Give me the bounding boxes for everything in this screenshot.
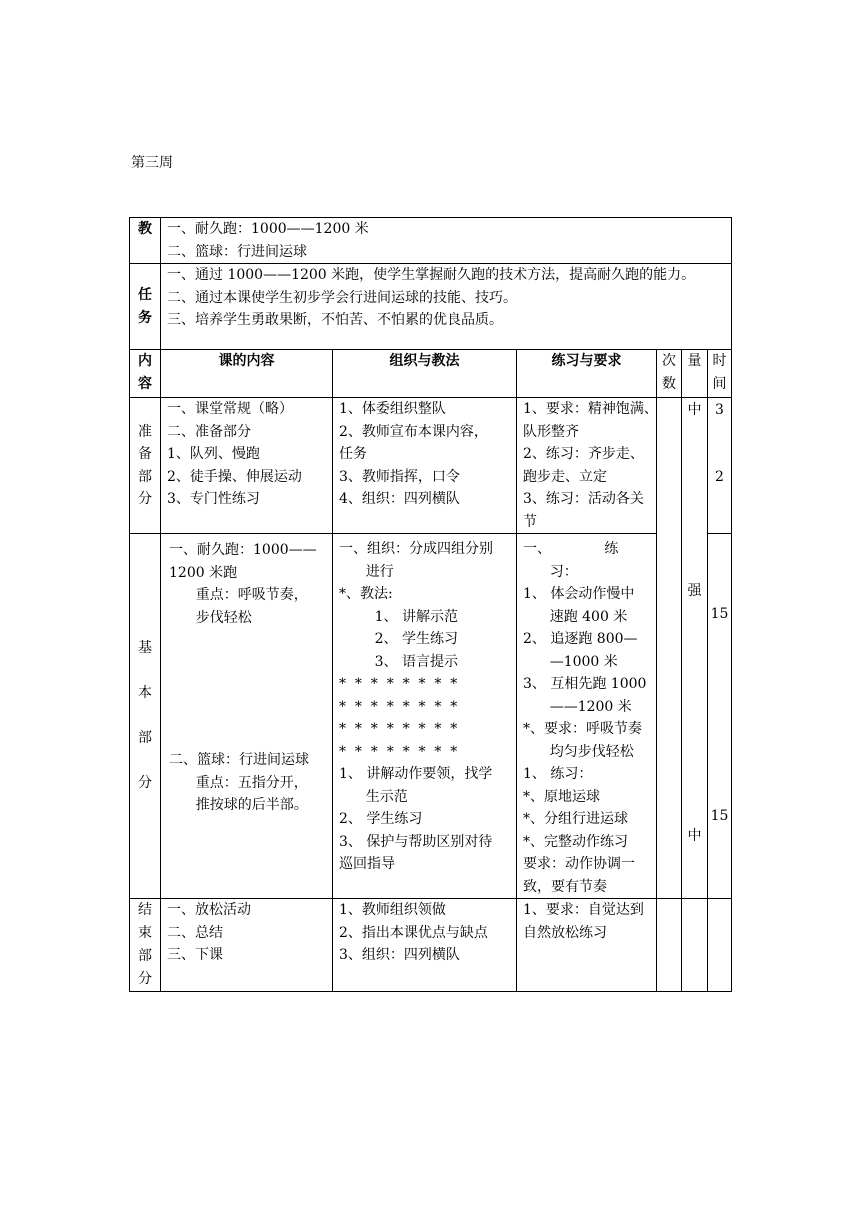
header-count [657,350,682,398]
prep-content-line: 二、准备部分 [167,423,251,440]
prep-practice-line: 跑步走、立定 [523,468,607,485]
prep-label-char: 备 [138,446,152,462]
count-cell [657,398,682,899]
prep-org [333,398,517,534]
header-label-char: 容 [138,375,152,392]
end-org [333,899,517,992]
end-time [708,899,732,992]
lesson-plan-table [129,217,732,992]
end-amount [682,899,708,992]
amount-medium: 中 [687,828,702,844]
end-org-line: 1、教师组织领做 [339,902,446,918]
header-time-char: 间 [712,375,727,392]
header-time [708,350,732,398]
end-org-line: 3、组织：四列横队 [339,947,460,963]
prep-org-line: 3、教师指挥，口令 [339,468,460,485]
basic-content-line: 重点：呼吸节奏， [169,587,308,603]
teach-label: 教 [130,218,161,264]
amount-prep: 中 [687,402,702,418]
prep-org-line: 任务 [339,446,367,462]
amount-strong: 强 [687,583,702,599]
teaching-row [130,218,732,264]
basic-practice [517,534,657,899]
header-content: 课的内容 [161,350,333,398]
basic-practice-line: 一、 练 [523,541,619,557]
task-label [130,264,161,350]
basic-org-line: * * * * * * * * [339,698,458,715]
basic-org-line: * * * * * * * * [339,721,458,737]
basic-content-line: 推按球的后半部。 [169,797,308,813]
end-practice [517,899,657,992]
basic-org-line: 3、 保护与帮助区别对待 [339,833,493,850]
prep-label [130,398,161,534]
end-content [161,899,333,992]
end-label-char: 束 [138,925,152,941]
end-practice-line: 自然放松练习 [523,924,607,941]
prep-practice-line: 队形整齐 [523,423,579,440]
prep-practice-line: 2、练习：齐步走、 [523,446,644,462]
header-time-char: 时 [712,353,727,369]
task-label-char: 务 [138,309,152,326]
prep-label-char: 分 [138,491,152,507]
basic-practice-line: 1、 体会动作慢中 [523,586,635,602]
basic-label-char: 部 [138,730,152,746]
basic-content-line: 步伐轻松 [169,609,252,626]
basic-label [130,534,161,899]
end-label-char: 结 [138,902,152,918]
basic-org-line: 巡回指导 [339,856,395,872]
header-label-char: 内 [138,353,152,369]
basic-practice-line: 习： [523,563,578,580]
end-org-line: 2、指出本课优点与缺点 [339,924,488,941]
prep-time-b: 2 [715,469,724,485]
prep-time [708,398,732,534]
prep-content-line: 2、徒手操、伸展运动 [167,468,302,485]
header-org: 组织与教法 [333,350,517,398]
prep-practice-line: 1、要求：精神饱满、 [523,401,658,417]
basic-org-line: 进行 [339,563,394,580]
teach-line: 二、篮球：行进间运球 [167,243,307,260]
prep-content-line: 3、专门性练习 [167,491,260,507]
prep-time-a: 3 [715,402,724,418]
header-practice: 练习与要求 [517,350,657,398]
end-label-char: 部 [138,948,152,964]
basic-org-line: 1、 讲解示范 [339,608,458,625]
basic-practice-line: 3、 互相先跑 1000 [523,676,647,692]
basic-org-line: 2、 学生练习 [339,631,458,647]
basic-org-line: * * * * * * * * [339,676,458,692]
basic-practice-line: *、分组行进运球 [523,811,628,827]
basic-content [161,534,333,899]
basic-practice-line: 均匀步伐轻松 [523,743,634,760]
basic-practice-line: 致，要有节奏 [523,878,607,895]
task-content [161,264,732,350]
basic-practice-line: *、要求：呼吸节奏 [523,721,642,737]
end-row [130,899,732,992]
task-line: 三、培养学生勇敢果断，不怕苦、不怕累的优良品质。 [167,312,503,328]
prep-row [130,398,732,534]
basic-time-b: 15 [710,808,729,824]
basic-content-line: 一、耐久跑：1000—— [169,542,317,558]
teach-line: 一、耐久跑：1000——1200 米 [167,221,369,237]
header-row [130,350,732,398]
header-label [130,350,161,398]
basic-content-a [169,539,317,629]
prep-practice-line: 3、练习：活动各关 [523,491,644,507]
basic-practice-line: *、完整动作练习 [523,833,628,850]
header-count-char: 数 [662,375,676,392]
basic-practice-line: 要求：动作协调一 [523,856,635,872]
basic-org-line: 1、 讲解动作要领，找学 [339,766,493,782]
basic-practice-line: —1000 米 [523,653,618,670]
end-practice-line: 1、要求：自觉达到 [523,902,644,918]
amount-cell [682,398,708,899]
end-content-line: 二、总结 [167,924,223,941]
prep-label-char: 部 [138,468,152,485]
header-amount: 量 [682,350,708,398]
basic-org-line: 3、 语言提示 [339,653,458,670]
prep-label-char: 准 [138,423,152,440]
end-content-line: 一、放松活动 [167,902,251,918]
prep-practice-line: 节 [523,513,537,530]
basic-label-char: 分 [138,775,152,791]
basic-row [130,534,732,899]
end-label [130,899,161,992]
task-row [130,264,732,350]
prep-content-line: 一、课堂常规（略） [167,401,293,417]
prep-org-line: 4、组织：四列横队 [339,491,460,507]
task-line: 二、通过本课使学生初步学会行进间运球的技能、技巧。 [167,289,517,306]
basic-practice-line: ——1200 米 [523,698,632,715]
basic-org-line: *、教法: [339,586,393,602]
basic-org [333,534,517,899]
basic-time-a: 15 [710,606,729,622]
task-line: 一、通过 1000——1200 米跑，使学生掌握耐久跑的技术方法，提高耐久跑的能力。 [167,267,696,283]
basic-label-char: 本 [138,685,152,701]
basic-content-b [169,749,309,817]
basic-org-line: 一、组织：分成四组分别 [339,541,493,557]
end-label-char: 分 [138,971,152,987]
basic-content-line: 二、篮球：行进间运球 [169,752,309,768]
teach-content [161,218,732,264]
end-content-line: 三、下课 [167,947,223,963]
basic-org-line: 生示范 [339,788,408,805]
basic-practice-line: *、原地运球 [523,788,600,805]
prep-org-line: 1、体委组织整队 [339,401,446,417]
basic-practice-line: 2、 追逐跑 800— [523,631,638,647]
basic-time [708,534,732,899]
header-count-char: 次 [662,353,676,369]
basic-label-char: 基 [138,640,152,656]
prep-content [161,398,333,534]
basic-practice-line: 速跑 400 米 [523,608,628,625]
prep-practice [517,398,657,534]
basic-content-line: 重点：五指分开， [169,774,308,791]
basic-content-line: 1200 米跑 [169,564,238,581]
task-label-char: 任 [138,287,152,303]
prep-content-line: 1、队列、慢跑 [167,446,260,462]
week-title: 第三周 [131,155,173,171]
basic-org-line: * * * * * * * * [339,743,458,760]
basic-org-line: 2、 学生练习 [339,811,423,827]
basic-practice-line: 1、 练习： [523,766,593,782]
end-count [657,899,682,992]
prep-org-line: 2、教师宣布本课内容， [339,423,488,440]
